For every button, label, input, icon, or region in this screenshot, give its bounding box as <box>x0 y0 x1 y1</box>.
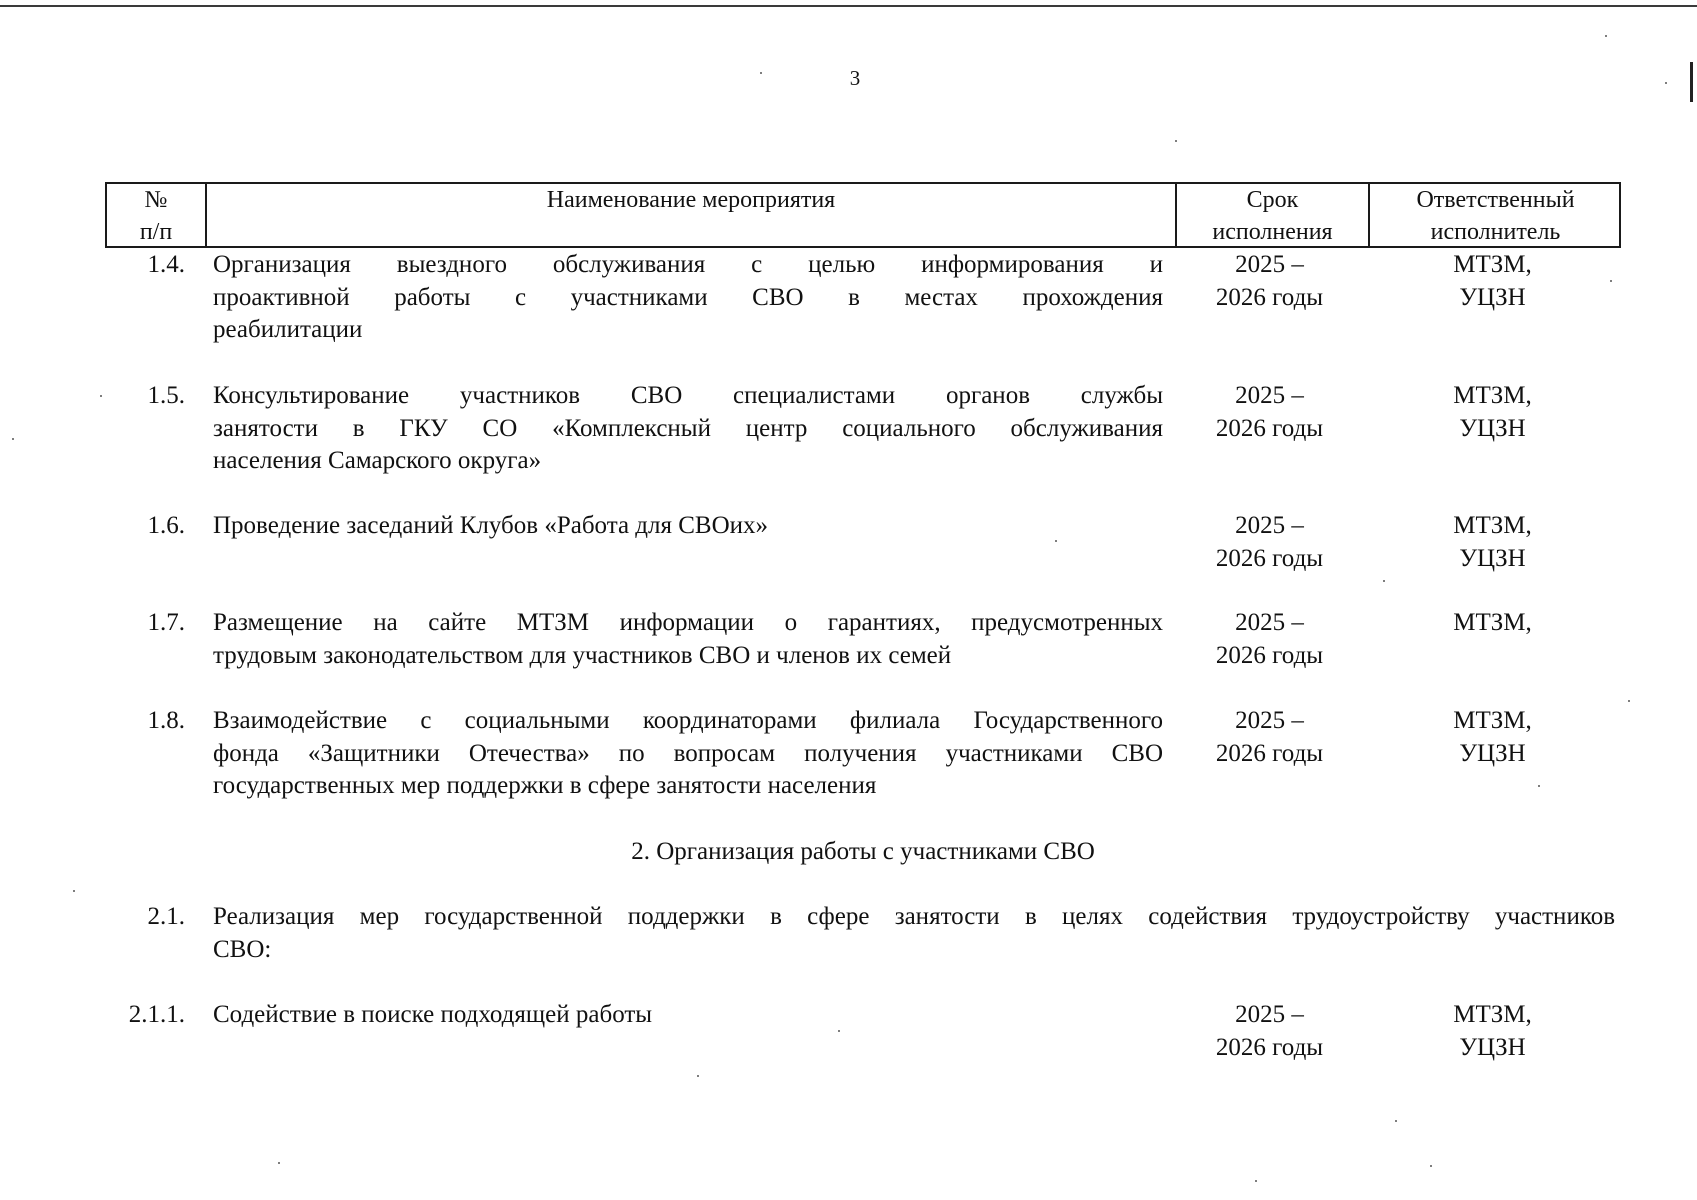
header-name-column <box>205 184 1175 246</box>
header-term-column <box>1175 184 1368 246</box>
row-number: 1.5. <box>147 382 185 409</box>
row-responsible-line: МТЗМ, <box>1453 382 1532 409</box>
row-activity-line: Проведение заседаний Клубов «Работа для СВОих» <box>213 512 769 539</box>
row-activity-line: СВО: <box>213 935 272 963</box>
scan-speck <box>278 1162 280 1164</box>
table-header <box>105 182 1621 248</box>
scan-speck <box>1175 140 1177 142</box>
row-responsible <box>1366 510 1619 575</box>
scan-speck <box>1383 580 1385 582</box>
row-term-line: 2025 – <box>1235 512 1304 539</box>
row-responsible-line: МТЗМ, <box>1453 251 1532 278</box>
row-activity-name <box>213 901 1615 966</box>
row-number: 2.1. <box>147 903 185 930</box>
row-term-line: 2025 – <box>1235 1001 1304 1028</box>
row-term-line: 2025 – <box>1235 707 1304 734</box>
header-name-label: Наименование мероприятия <box>546 187 836 213</box>
header-responsible-label: Ответственный <box>1416 187 1575 213</box>
row-activity-line: занятости в ГКУ СО «Комплексный центр социального обслуживания <box>213 414 1163 442</box>
row-activity-line: Взаимодействие с социальными координаторами филиала Государственного <box>213 707 1163 734</box>
scan-speck <box>697 1075 699 1077</box>
scan-speck <box>1605 35 1607 37</box>
row-term-line: 2026 годы <box>1215 1033 1324 1061</box>
row-number: 1.8. <box>147 707 185 734</box>
row-activity-line: реабилитации <box>213 316 363 343</box>
row-activity-line: Консультирование участников СВО специалистами органов службы <box>213 382 1163 409</box>
row-term-line: 2026 годы <box>1215 739 1324 767</box>
row-responsible-line: УЦЗН <box>1459 414 1526 442</box>
row-term-line: 2026 годы <box>1215 414 1324 442</box>
row-responsible-line: МТЗМ, <box>1453 512 1532 539</box>
row-number: 1.4. <box>147 251 185 278</box>
scan-speck <box>12 438 14 440</box>
row-activity-line: населения Самарского округа» <box>213 447 542 474</box>
scan-speck <box>760 72 762 74</box>
row-activity-name <box>213 607 1163 672</box>
row-responsible-line: МТЗМ, <box>1453 707 1532 734</box>
scan-edge-mark <box>1690 62 1693 102</box>
row-responsible <box>1366 705 1619 770</box>
row-term <box>1173 510 1366 575</box>
scan-speck <box>1610 280 1612 282</box>
row-activity-line: проактивной работы с участниками СВО в местах прохождения <box>213 283 1163 311</box>
row-term <box>1173 999 1366 1064</box>
row-term-line: 2025 – <box>1235 609 1304 636</box>
top-border-line <box>0 5 1697 7</box>
header-term-sublabel: исполнения <box>1212 219 1333 245</box>
row-activity-line: фонда «Защитники Отечества» по вопросам получения участниками СВО <box>213 739 1163 767</box>
scan-speck <box>1055 540 1057 542</box>
scan-speck <box>1395 1120 1397 1122</box>
scan-speck <box>1628 700 1630 702</box>
scan-speck <box>1255 1180 1257 1182</box>
header-responsible-column <box>1368 184 1621 246</box>
row-responsible <box>1366 380 1619 445</box>
row-activity-line: трудовым законодательством для участников СВО и членов их семей <box>213 641 952 669</box>
scan-speck <box>100 395 102 397</box>
row-activity-name <box>213 999 1163 1032</box>
page-number: 3 <box>849 66 861 90</box>
row-term <box>1173 705 1366 770</box>
row-activity-line: Размещение на сайте МТЗМ информации о гарантиях, предусмотренных <box>213 609 1163 636</box>
row-responsible <box>1366 607 1619 640</box>
row-activity-name <box>213 705 1163 803</box>
row-term <box>1173 249 1366 314</box>
row-responsible-line: МТЗМ, <box>1453 1001 1532 1028</box>
row-term-line: 2026 годы <box>1215 283 1324 311</box>
header-number-sublabel: п/п <box>139 219 173 245</box>
row-term-line: 2026 годы <box>1215 544 1324 572</box>
row-term <box>1173 380 1366 445</box>
row-responsible-line: МТЗМ, <box>1453 609 1532 636</box>
row-activity-name <box>213 380 1163 478</box>
row-term-line: 2026 годы <box>1215 641 1324 669</box>
scan-speck <box>73 890 75 892</box>
row-term <box>1173 607 1366 672</box>
row-responsible-line: УЦЗН <box>1459 283 1526 311</box>
row-activity-line: Организация выездного обслуживания с целью информирования и <box>213 251 1163 278</box>
row-activity-line: Реализация мер государственной поддержки в сфере занятости в целях содействия трудоустройству участников <box>213 903 1615 930</box>
row-activity-line: Содействие в поиске подходящей работы <box>213 1001 653 1028</box>
row-responsible <box>1366 249 1619 314</box>
row-number: 2.1.1. <box>128 1001 185 1028</box>
scan-speck <box>1665 82 1667 84</box>
row-term-line: 2025 – <box>1235 382 1304 409</box>
section-title: 2. Организация работы с участниками СВО <box>631 838 1095 865</box>
header-number-column <box>107 184 205 246</box>
row-activity-name <box>213 249 1163 347</box>
row-term-line: 2025 – <box>1235 251 1304 278</box>
scan-speck <box>838 1030 840 1032</box>
header-responsible-sublabel: исполнитель <box>1430 219 1561 245</box>
header-term-label: Срок <box>1246 187 1299 213</box>
row-number: 1.6. <box>147 512 185 539</box>
scan-speck <box>1430 1165 1432 1167</box>
row-number: 1.7. <box>147 609 185 636</box>
row-responsible <box>1366 999 1619 1064</box>
row-responsible-line: УЦЗН <box>1459 544 1526 572</box>
header-number-label: № <box>144 187 168 213</box>
scan-speck <box>1538 785 1540 787</box>
row-activity-name <box>213 510 1163 543</box>
row-activity-line: государственных мер поддержки в сфере занятости населения <box>213 772 877 799</box>
row-responsible-line: УЦЗН <box>1459 739 1526 767</box>
row-responsible-line: УЦЗН <box>1459 1033 1526 1061</box>
